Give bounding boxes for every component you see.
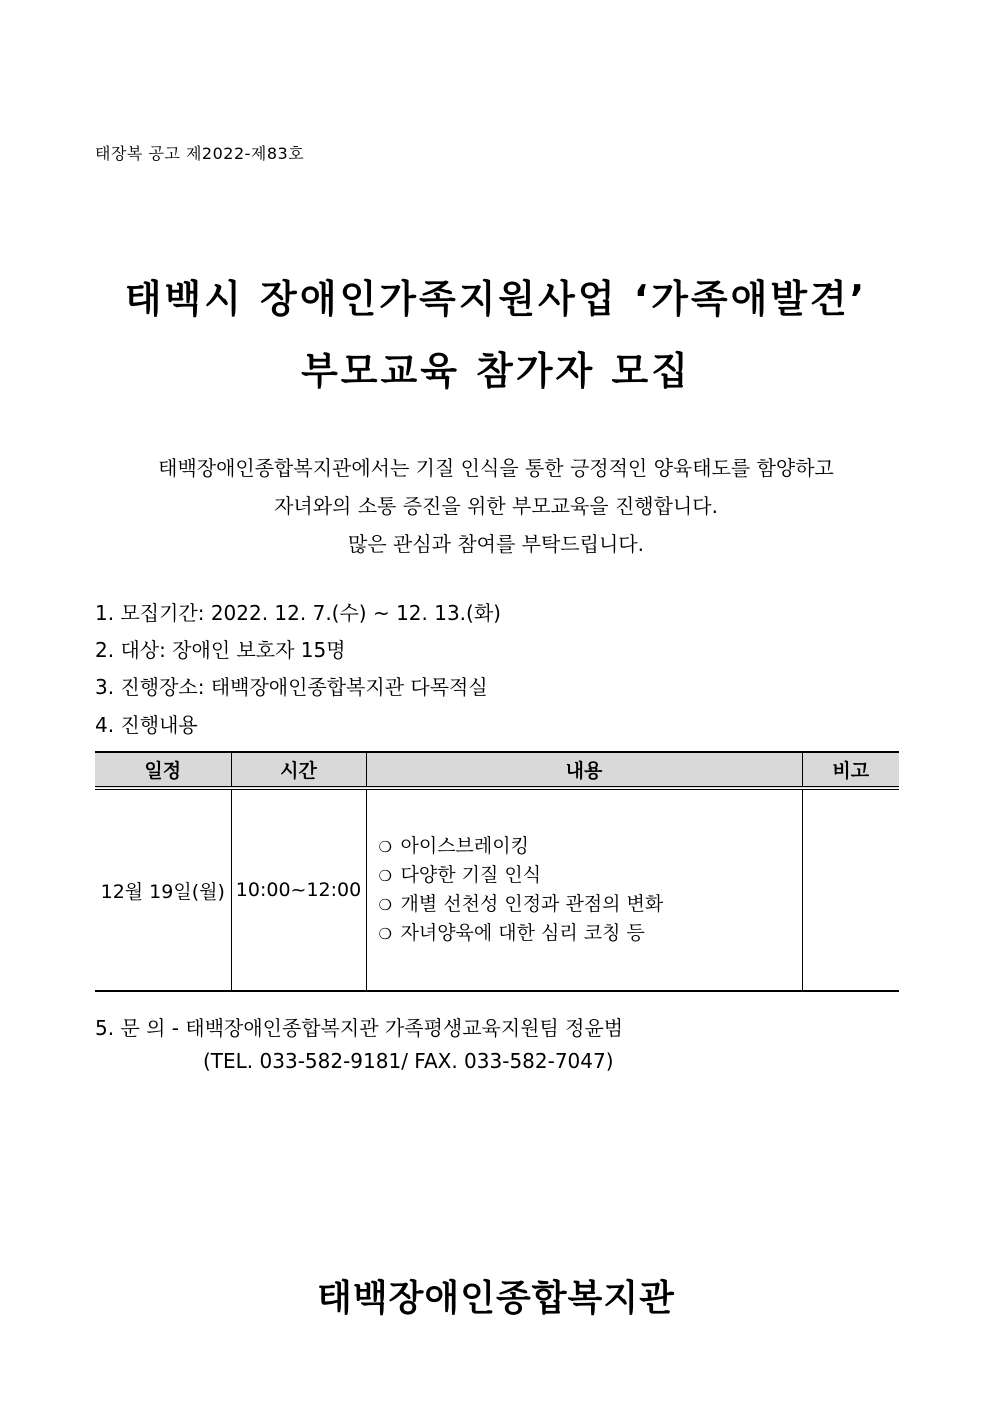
list-item (379, 832, 802, 861)
header-schedule: 일정 (95, 752, 231, 788)
intro-line-1: 태백장애인종합복지관에서는 기질 인식을 통한 긍정적인 양육태도를 함양하고 (158, 456, 834, 480)
content-item-2: 다양한 기질 인식 (400, 864, 542, 886)
schedule-table (95, 751, 899, 992)
venue: 3. 진행장소: 태백장애인종합복지관 다목적실 (95, 675, 488, 699)
intro-line-3: 많은 관심과 참여를 부탁드립니다. (348, 532, 644, 556)
organization-name: 태백장애인종합복지관 (317, 1278, 675, 1319)
target-audience: 2. 대상: 장애인 보호자 15명 (95, 638, 346, 662)
intro-line-2: 자녀와의 소통 증진을 위한 부모교육을 진행합니다. (274, 494, 718, 518)
header-remark: 비고 (802, 752, 899, 788)
title-line-2: 부모교육 참가자 모집 (301, 349, 691, 393)
table-header-row (95, 752, 899, 788)
recruit-period: 1. 모집기간: 2022. 12. 7.(수) ~ 12. 13.(화) (95, 601, 501, 625)
notice-number: 태장복 공고 제2022-제83호 (95, 144, 305, 163)
header-time: 시간 (231, 752, 366, 788)
program-content-heading: 4. 진행내용 (95, 713, 198, 737)
list-item (379, 890, 802, 919)
list-item (379, 861, 802, 890)
content-item-4: 자녀양육에 대한 심리 코칭 등 (400, 922, 645, 944)
contact-line-2: (TEL. 033-582-9181/ FAX. 033-582-7047) (203, 1049, 614, 1073)
cell-time: 10:00~12:00 (231, 788, 366, 991)
header-content: 내용 (366, 752, 802, 788)
circle-bullet-icon: ❍ (378, 896, 392, 914)
title-line-1: 태백시 장애인가족지원사업 ‘가족애발견’ (124, 277, 868, 321)
table-row (95, 788, 899, 991)
circle-bullet-icon: ❍ (378, 867, 392, 885)
cell-remark (802, 788, 899, 991)
cell-date: 12월 19일(월) (95, 788, 231, 991)
list-item (379, 919, 802, 948)
contact-line-1: 5. 문 의 - 태백장애인종합복지관 가족평생교육지원팀 정윤범 (95, 1016, 624, 1040)
circle-bullet-icon: ❍ (378, 838, 392, 856)
intro-paragraph (0, 449, 992, 563)
content-item-1: 아이스브레이킹 (400, 835, 529, 857)
circle-bullet-icon: ❍ (378, 925, 392, 943)
content-item-3: 개별 선천성 인정과 관점의 변화 (400, 893, 664, 915)
cell-content (366, 788, 802, 991)
